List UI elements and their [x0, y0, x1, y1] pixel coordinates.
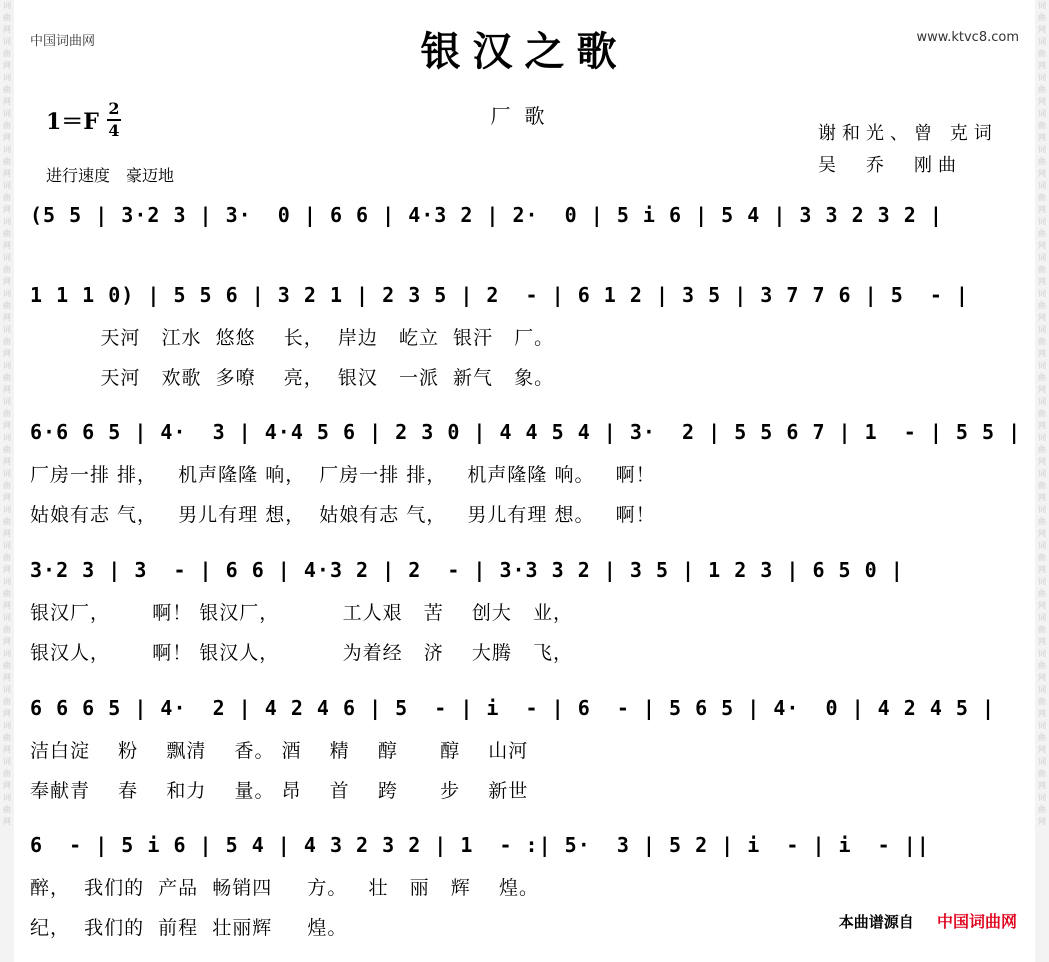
lyric-verse-1: 洁白淀 粉 飘清 香。 酒 精 醇 醇 山河	[30, 740, 529, 762]
key-signature-block	[46, 100, 121, 140]
lyric-verse-1: 银汉厂， 啊！ 银汉厂， 工人艰 苦 创大 业，	[30, 602, 574, 624]
margin-watermark-left: 词曲网词曲网词曲网词曲网词曲网词曲网词曲网词曲网词曲网词曲网词曲网词曲网词曲网词曲网词曲网词曲网词曲网词曲网词曲网词曲网词曲网词曲网词曲网	[0, 0, 14, 962]
song-subtitle: 厂歌	[490, 104, 559, 128]
lyric-verse-1: 厂房一排 排， 机声隆隆 响， 厂房一排 排， 机声隆隆 响。 啊！	[30, 464, 656, 486]
notation-line: 6·6 6 5 | 4· 3 | 4·4 5 6 | 2 3 0 | 4 4 5 4 | 3· 2 | 5 5 6 7 | 1 - | 5 5 |	[30, 420, 1022, 444]
meter-top: 2	[108, 99, 120, 118]
meter-bottom: 4	[108, 121, 120, 140]
lyricist: 谢和光、曾 克词	[818, 123, 998, 144]
notation-line: 1 1 1 0) | 5 5 6 | 3 2 1 | 2 3 5 | 2 - | 6 1 2 | 3 5 | 3 7 7 6 | 5 - |	[30, 283, 969, 307]
time-signature	[107, 100, 121, 140]
lyric-verse-2: 银汉人， 啊！ 银汉人， 为着经 济 大腾 飞，	[30, 642, 574, 664]
source-label: 本曲谱源自	[838, 913, 914, 931]
song-title: 银汉之歌	[420, 28, 629, 75]
composer: 吴 乔 刚曲	[818, 155, 962, 176]
lyric-verse-2: 姑娘有志 气， 男儿有理 想， 姑娘有志 气， 男儿有理 想。 啊！	[30, 504, 656, 526]
key-signature: 1＝F	[46, 108, 99, 135]
lyric-verse-1: 醉， 我们的 产品 畅销四 方。 壮 丽 辉 煌。	[30, 877, 539, 899]
tempo-marking: 进行速度 豪迈地	[46, 166, 175, 185]
source-brand-link[interactable]: 中国词曲网	[936, 912, 1017, 931]
site-watermark-left: 中国词曲网	[30, 34, 96, 49]
notation-line: 6 - | 5 i 6 | 5 4 | 4 3 2 3 2 | 1 - :| 5· 3 | 5 2 | i - | i - ||	[30, 833, 930, 857]
source-credit	[839, 909, 1017, 932]
notation-line: 6 6 6 5 | 4· 2 | 4 2 4 6 | 5 - | i - | 6 - | 5 6 5 | 4· 0 | 4 2 4 5 |	[30, 696, 996, 720]
lyric-verse-2: 奉献青 春 和力 量。 昂 首 跨 步 新世	[30, 780, 529, 802]
site-watermark-right: www.ktvc8.com	[916, 30, 1019, 45]
margin-watermark-right: 词曲网词曲网词曲网词曲网词曲网词曲网词曲网词曲网词曲网词曲网词曲网词曲网词曲网词曲网词曲网词曲网词曲网词曲网词曲网词曲网词曲网词曲网词曲网	[1035, 0, 1049, 962]
notation-line: (5 5 | 3·2 3 | 3· 0 | 6 6 | 4·3 2 | 2· 0 | 5 i 6 | 5 4 | 3 3 2 3 2 |	[30, 203, 943, 227]
lyric-verse-2: 纪， 我们的 前程 壮丽辉 煌。	[30, 917, 348, 939]
notation-line: 3·2 3 | 3 - | 6 6 | 4·3 2 | 2 - | 3·3 3 2 | 3 5 | 1 2 3 | 6 5 0 |	[30, 558, 904, 582]
credits	[818, 118, 1018, 182]
lyric-verse-1: 天河 江水 悠悠 长， 岸边 屹立 银汗 厂。	[30, 327, 555, 349]
lyric-verse-2: 天河 欢歌 多嘹 亮， 银汉 一派 新气 象。	[30, 367, 555, 389]
